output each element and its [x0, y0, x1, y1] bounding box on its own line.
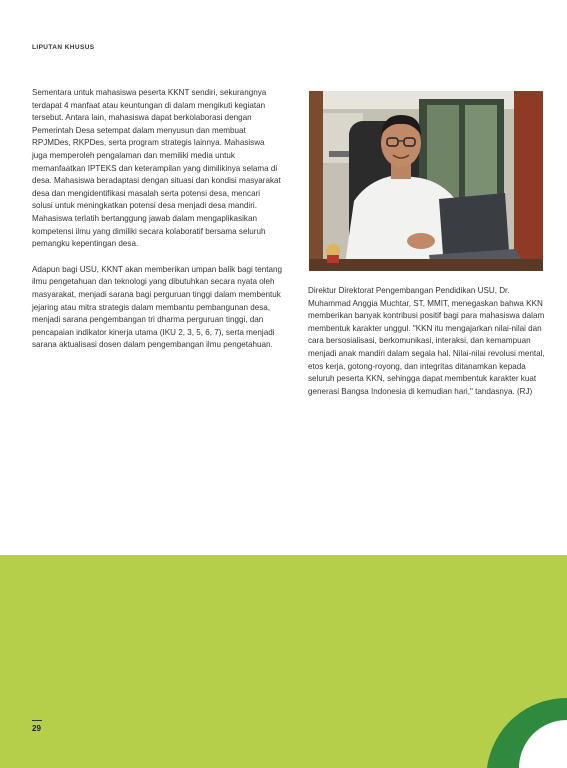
photo-caption: [308, 285, 548, 398]
section-label: LIPUTAN KHUSUS: [32, 44, 95, 51]
corner-arc-decoration: [487, 698, 567, 768]
green-footer-band: [0, 555, 567, 768]
article-body-left: [32, 87, 282, 365]
page-number-rule: [32, 720, 42, 721]
page-number: 29: [32, 724, 41, 733]
body-paragraph: Sementara untuk mahasiswa peserta KKNT sendiri, sekurangnya terdapat 4 manfaat atau keuntungan di dalam mengikuti kegiatan tersebut. Antara lain, mahasiswa dapat berkolaborasi dengan Pemerintah Desa setempat dalam menyusun dan membuat RPJMDes, RKPDes, serta program strategis lainnya. Mahasiswa juga memperoleh pengalaman dan memiliki media untuk memanfaatkan IPTEKS dan keterampilan yang dimilikinya selama di desa. Mahasiswa beradaptasi dengan situasi dan kondisi masyarakat desa dan mengidentifikasi masalah serta potensi desa, mencari solusi untuk meningkatkan potensi desa menjadi desa mandiri. Mahasiswa terlatih bertanggung jawab dalam mengaplikasikan kompetensi ilmu yang dimiliki secara kolaboratif bersama seluruh pemangku kepentingan desa.: [32, 88, 281, 249]
caption-text: Direktur Direktorat Pengembangan Pendidikan USU, Dr. Muhammad Anggia Muchtar, ST, MMIT, menegaskan bahwa KKN memberikan banyak kontribusi positif bagi para mahasiswa dalam membentuk karakter unggul. "KKN itu mengajarkan nilai-nilai dan cara bersosialisasi, berkomunikasi, interaksi, dan kemampuan menjadi anak mandiri dalam segala hal. Nilai-nilai revolusi mental, etos kerja, gotong-royong, dan integritas ditanamkan kepada seluruh peserta KKN, sehingga dapat membentuk karakter kuat generasi Bangsa Indonesia di kemudian hari," tandasnya. (RJ): [308, 286, 545, 396]
director-photo: [309, 91, 543, 271]
body-paragraph: Adapun bagi USU, KKNT akan memberikan umpan balik bagi tentang ilmu pengetahuan dan teknologi yang dibutuhkan secara nyata oleh masyarakat, menjadi sarana bagi perguruan tinggi dalam membentuk jejaring atau mitra strategis dalam membantu pembangunan desa, menjadi sarana pengembangan tri dharma perguruan tinggi, dan pencapaian indikator kinerja utama (IKU 2, 3, 5, 6, 7), serta menjadi sarana aktualisasi dosen dalam pengembangan ilmu pengetahuan.: [32, 264, 283, 350]
